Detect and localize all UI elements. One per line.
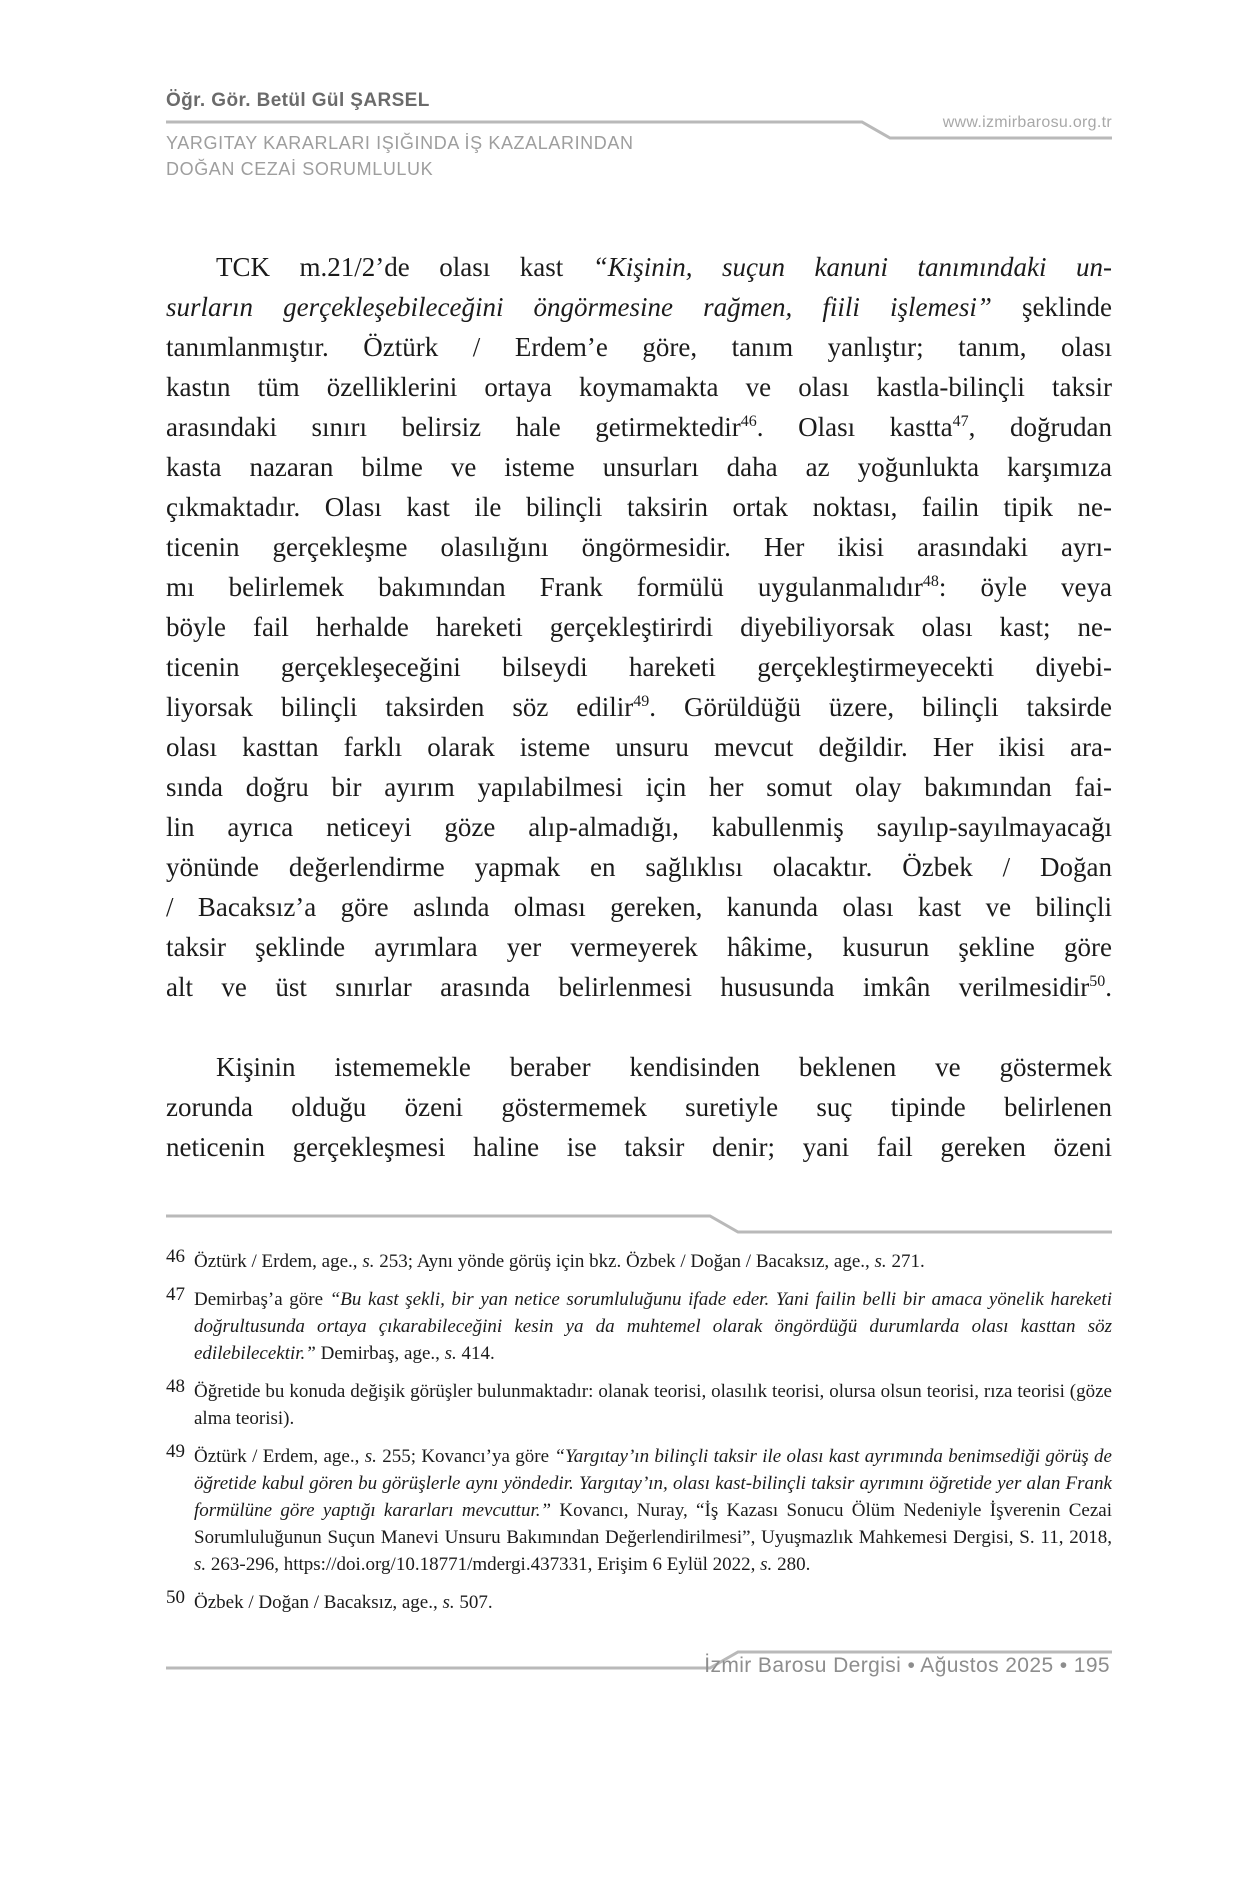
footnotes xyxy=(166,1248,1112,1627)
text-run: . xyxy=(1105,972,1112,1002)
text-run: Özbek / Doğan / Bacaksız, age., xyxy=(194,1592,443,1613)
footnote-number: 47 xyxy=(166,1284,185,1305)
text-run: yönünde değerlendirme yapmak en sağlıklısı olacaktır. Özbek / Doğan xyxy=(166,852,1112,882)
paragraph xyxy=(166,247,1112,1007)
body-line xyxy=(166,727,1112,767)
text-run: ticenin gerçekleşme olasılığını öngörmesidir. Her ikisi arasındaki ayrı- xyxy=(166,532,1112,562)
footnote-ref: 47 xyxy=(952,413,969,430)
footnote xyxy=(166,1378,1112,1432)
body-line xyxy=(166,407,1112,447)
body-line xyxy=(166,687,1112,727)
italic-text: s. xyxy=(194,1554,207,1575)
body-line xyxy=(166,1047,1112,1087)
footnote xyxy=(166,1248,1112,1275)
text-run: sında doğru bir ayırım yapılabilmesi için her somut olay bakımından fai- xyxy=(166,772,1112,802)
text-run: : öyle veya xyxy=(938,572,1112,602)
article-title-line1: YARGITAY KARARLARI IŞIĞINDA İŞ KAZALARINDAN xyxy=(166,133,634,153)
text-run: şeklinde xyxy=(991,292,1112,322)
body-line xyxy=(166,927,1112,967)
footnote-number: 48 xyxy=(166,1376,185,1397)
paragraph xyxy=(166,1047,1112,1167)
text-run: taksir şeklinde ayrımlara yer vermeyerek hâkime, kusurun şekline göre xyxy=(166,932,1112,962)
text-run: Öztürk / Erdem, age., xyxy=(194,1251,363,1272)
text-run: . Görüldüğü üzere, bilinçli taksirde xyxy=(649,692,1112,722)
journal-footer: İzmir Barosu Dergisi • Ağustos 2025 • 195 xyxy=(704,1654,1110,1677)
body-line xyxy=(166,887,1112,927)
italic-text: s. xyxy=(362,1251,375,1272)
footnote-number: 49 xyxy=(166,1441,185,1462)
footnote xyxy=(166,1589,1112,1616)
italic-text: s. xyxy=(442,1592,455,1613)
footnote-ref: 46 xyxy=(740,413,757,430)
text-run: tanımlanmıştır. Öztürk / Erdem’e göre, tanım yanlıştır; tanım, olası xyxy=(166,332,1112,362)
text-run: kastın tüm özelliklerini ortaya koymamakta ve olası kastla-bilinçli taksir xyxy=(166,372,1112,402)
italic-text: “Kişinin, suçun kanuni tanımındaki un- xyxy=(592,252,1112,282)
text-run: Öztürk / Erdem, age., xyxy=(194,1446,365,1467)
body-line xyxy=(166,567,1112,607)
footnote-divider-line xyxy=(166,1216,1112,1232)
text-run: 271. xyxy=(886,1251,925,1272)
text-run: kasta nazaran bilme ve isteme unsurları daha az yoğunlukta karşımıza xyxy=(166,452,1112,482)
text-run: Kişinin istememekle beraber kendisinden beklenen ve göstermek xyxy=(216,1052,1112,1082)
body-line xyxy=(166,527,1112,567)
body-line xyxy=(166,767,1112,807)
text-run: Demirbaş, age., xyxy=(315,1343,445,1364)
body-line xyxy=(166,807,1112,847)
text-run: 253; Aynı yönde görüş için bkz. Özbek / Doğan / Bacaksız, age., xyxy=(374,1251,875,1272)
text-run: 507. xyxy=(454,1592,493,1613)
text-run: TCK m.21/2’de olası kast xyxy=(216,252,593,282)
text-run: neticenin gerçekleşmesi haline ise taksir denir; yani fail gereken özeni xyxy=(166,1132,1112,1162)
footnote-number: 46 xyxy=(166,1246,185,1267)
text-run: alt ve üst sınırlar arasında belirlenmesi hususunda imkân verilmesidir xyxy=(166,972,1090,1002)
text-run: 263-296, https://doi.org/10.18771/mdergi.437331, Erişim 6 Eylül 2022, xyxy=(206,1554,761,1575)
article-title xyxy=(166,130,634,182)
italic-text: surların gerçekleşebileceğini öngörmesine rağmen, fiili işlemesi” xyxy=(166,292,992,322)
text-run: ticenin gerçekleşeceğini bilseydi hareketi gerçekleştirmeyecekti diyebi- xyxy=(166,652,1112,682)
body-line xyxy=(166,287,1112,327)
body-line xyxy=(166,247,1112,287)
text-run: böyle fail herhalde hareketi gerçekleştirirdi diyebiliyorsak olası kast; ne- xyxy=(166,612,1112,642)
body-line xyxy=(166,647,1112,687)
text-run: . Olası kastta xyxy=(756,412,953,442)
text-run: Kovancı, Nuray, “İş Kazası Sonucu Ölüm Nedeniyle İşverenin Cezai Sorumluluğunun Suçun Manevi Unsuru Bakımından Değerlendirilmesi”, Uyuşmazlık Mahkemesi Dergisi, S. 11, 2018, xyxy=(194,1500,1112,1548)
italic-text: “Bu kast şekli, bir yan netice sorumluluğunu ifade eder. Yani failin belli bir amaca yönelik hareketi doğrultusunda ortaya çıkarabileceğini kesin ya da muhtemel olarak öngördüğü durumlarda olası kasttan söz edilebilecektir.” xyxy=(194,1289,1112,1364)
text-run: çıkmaktadır. Olası kast ile bilinçli taksirin ortak noktası, failin tipik ne- xyxy=(166,492,1112,522)
article-title-line2: DOĞAN CEZAİ SORUMLULUK xyxy=(166,159,434,179)
italic-text: s. xyxy=(874,1251,887,1272)
text-run: zorunda olduğu özeni göstermemek suretiyle suç tipinde belirlenen xyxy=(166,1092,1112,1122)
body-line xyxy=(166,487,1112,527)
body-line xyxy=(166,327,1112,367)
body-text xyxy=(166,247,1112,1167)
text-run: Öğretide bu konuda değişik görüşler bulunmaktadır: olanak teorisi, olasılık teorisi, olursa olsun teorisi, rıza teorisi (göze alma teorisi). xyxy=(194,1381,1112,1429)
body-line xyxy=(166,447,1112,487)
body-line xyxy=(166,367,1112,407)
text-run: mı belirlemek bakımından Frank formülü uygulanmalıdır xyxy=(166,572,923,602)
footnote xyxy=(166,1286,1112,1367)
body-line xyxy=(166,967,1112,1007)
footnote xyxy=(166,1443,1112,1578)
text-run: 280. xyxy=(772,1554,811,1575)
text-run: 414. xyxy=(456,1343,495,1364)
text-run: arasındaki sınırı belirsiz hale getirmektedir xyxy=(166,412,741,442)
italic-text: s. xyxy=(364,1446,377,1467)
italic-text: s. xyxy=(444,1343,457,1364)
website-url: www.izmirbarosu.org.tr xyxy=(942,114,1112,131)
text-run: / Bacaksız’a göre aslında olması gereken, kanunda olası kast ve bilinçli xyxy=(166,892,1112,922)
footnote-ref: 48 xyxy=(922,573,939,590)
footnote-ref: 50 xyxy=(1089,973,1106,990)
text-run: liyorsak bilinçli taksirden söz edilir xyxy=(166,692,634,722)
text-run: , doğrudan xyxy=(968,412,1112,442)
footnote-ref: 49 xyxy=(633,693,650,710)
body-line xyxy=(166,607,1112,647)
italic-text: s. xyxy=(760,1554,773,1575)
body-line xyxy=(166,1127,1112,1167)
author-name: Öğr. Gör. Betül Gül ŞARSEL xyxy=(166,90,430,111)
body-line xyxy=(166,847,1112,887)
text-run: 255; Kovancı’ya göre xyxy=(376,1446,555,1467)
footnote-number: 50 xyxy=(166,1587,185,1608)
body-line xyxy=(166,1087,1112,1127)
text-run: Demirbaş’a göre xyxy=(194,1289,330,1310)
text-run: lin ayrıca neticeyi göze alıp-almadığı, kabullenmiş sayılıp-sayılmayacağı xyxy=(166,812,1112,842)
text-run: olası kasttan farklı olarak isteme unsuru mevcut değildir. Her ikisi ara- xyxy=(166,732,1112,762)
italic-text: “Yargıtay’ın bilinçli taksir ile olası kast ayrımında benimsediği görüş de öğretide kabul gören bu görüşlerle aynı yöndedir. Yargıtay’ın, olası kast-bilinçli taksir ayrımını öğretide yer alan Frank formülüne göre yaptığı kararları mevcuttur.” xyxy=(194,1446,1112,1521)
